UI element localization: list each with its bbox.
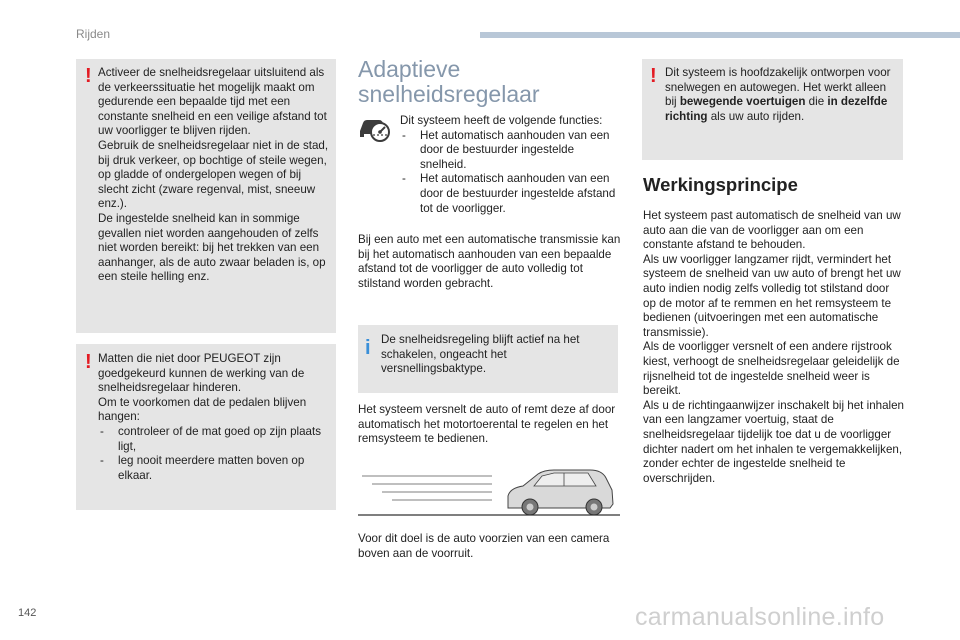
page-title: Adaptieve snelheidsregelaar [358,56,540,107]
principle-paragraph: Als de voorligger versnelt of een andere rijstrook kiest, verhoogt de snelheidsregelaar geleidelijk de rijsnelheid tot de ingestelde snelheid weer is bereikt. [643,340,900,398]
list-item: - leg nooit meerdere matten boven op elkaar. [98,454,330,483]
principle-paragraph: Als u de richtingaanwijzer inschakelt bij het inhalen van een langzamer voertuig, staat de snelheidsregelaar tijdelijk toe dat u de voorligger dichter nadert om het inhalen te vergemakkelijken, zonder echter de ingestelde snelheid te overschrijden. [643,398,905,485]
section-heading: Werkingsprincipe [643,174,798,195]
warning-paragraph: Gebruik de snelheidsregelaar niet in de stad, bij druk verkeer, op bochtige of steile wegen, op gladde of ondergelopen wegen of bij slecht zicht (zware regenval, mist, sneeuw enz.). [98,138,329,211]
right-warning-text [665,66,897,124]
speed-regulation-paragraph: Het systeem versnelt de auto of remt deze af door automatisch het motortoerental te regelen en het remsysteem te bedienen. [358,403,616,446]
header-bar [480,32,960,38]
warning-box-1-text [98,66,333,285]
warning-icon: ! [85,351,92,373]
principle-paragraph: Het systeem past automatisch de snelheid van uw auto aan die van de voorligger aan om een constante afstand te behouden. [643,209,901,252]
mats-intro: Matten die niet door PEUGEOT zijn goedgekeurd kunnen de werking van de snelheidsregelaar hinderen. [98,352,305,395]
automatic-transmission-text [358,233,622,291]
mats-list [98,425,330,483]
speed-regulation-text [358,403,622,447]
cruise-control-icon [358,113,394,145]
watermark: carmanualsonline.info [635,603,885,631]
automatic-transmission-paragraph: Bij een auto met een automatische transmissie kan bij het automatisch aanhouden van een bepaalde afstand tot de voorligger de auto volledig tot stilstand worden gebracht. [358,233,621,290]
warning-box-2-text [98,352,330,483]
list-item: - Het automatisch aanhouden van een door de bestuurder ingestelde snelheid. [400,129,622,173]
principle-paragraph: Als uw voorligger langzamer rijdt, vermindert het systeem de snelheid van uw auto of brengt het uw auto indien nodig zelfs volledig tot stilstand door op de motor af te remmen en het remsysteem te bedienen (uitvoeringen met een automatische transmissie). [643,252,901,339]
mats-sub: Om te voorkomen dat de pedalen blijven hangen: [98,395,307,424]
functions-block [400,114,622,216]
camera-paragraph: Voor dit doel is de auto voorzien van een camera boven aan de voorruit. [358,532,610,560]
list-item: - controleer of de mat goed op zijn plaats ligt, [98,425,330,454]
info-text [381,333,611,377]
warning-icon: ! [85,65,92,87]
page-number: 142 [18,607,37,619]
warning-paragraph: Activeer de snelheidsregelaar uitsluitend als de verkeerssituatie het mogelijk maakt om gedurende een bepaalde tijd met een constante snelheid en een veilige afstand tot uw voorligger te blijven rijden. [98,66,327,138]
info-icon: i [365,337,371,359]
car-camera-illustration [358,464,620,518]
list-item: - Het automatisch aanhouden van een door de bestuurder ingestelde afstand tot de voorligger. [400,172,622,216]
camera-text [358,532,622,561]
warning-icon: ! [650,65,657,87]
info-paragraph: De snelheidsregeling blijft actief na het schakelen, ongeacht het versnellingsbaktype. [381,333,580,376]
warning-paragraph: De ingestelde snelheid kan in sommige gevallen niet worden aangehouden of zelfs niet worden bereikt: bij het trekken van een aanhanger, als de auto zwaar beladen is, op een steile helling enz. [98,211,326,284]
principle-text [643,209,905,486]
right-warning-paragraph: Dit systeem is hoofdzakelijk ontworpen voor snelwegen en autowegen. Het werkt alleen bij bewegende voertuigen die in dezelfde richting als uw auto rijden. [665,66,891,123]
functions-list [400,129,622,217]
section-label: Rijden [76,27,111,41]
functions-intro: Dit systeem heeft de volgende functies: [400,114,603,127]
